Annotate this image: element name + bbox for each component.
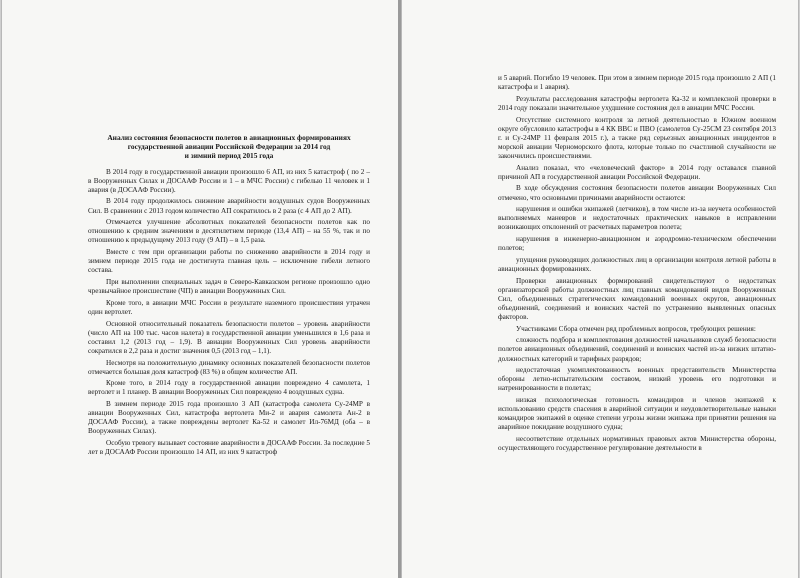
paragraph: низкая психологическая готовность командиров и членов экипажей к использованию средств спасения в аварийной ситуации и неудовлетворительные навыки командиров экипажей в оценке степени угрозы жизни экипажа при принятии решения на аварийное покидание воздушного судна;: [498, 396, 776, 432]
paragraph: Кроме того, в авиации МЧС России в результате наземного происшествия утрачен один вертолет.: [88, 298, 370, 316]
paragraph: недостаточная укомплектованность военных представительств Министерства обороны летно-испытательским составом, низкий уровень его подготовки и натренированности в полетах;: [498, 366, 776, 393]
right-text-column: [498, 74, 776, 456]
paragraph: Результаты расследования катастрофы вертолета Ка-32 и комплексной проверки в 2014 году показали значительное ухудшение состояния дел в авиации МЧС России.: [498, 94, 776, 112]
paragraph: упущения руководящих должностных лиц в организации контроля летной работы в авиационных формированиях.: [498, 255, 776, 273]
paragraph: Кроме того, в 2014 году в государственной авиации повреждено 4 самолета, 1 вертолет и 1 планер. В авиации Вооруженных Сил повреждено 4 воздушных судна.: [88, 379, 370, 397]
paragraph: Проверки авиационных формирований свидетельствуют о недостатках организаторской работы должностных лиц главных командований видов Вооруженных Сил, объединенных стратегических командований военных округов, авиационных объединений, соединений и воинских частей по устранению выявленных опасных факторов.: [498, 276, 776, 321]
paragraph: Вместе с тем при организации работы по снижению аварийности в 2014 году и зимнем периоде 2015 года не достигнута главная цель – исключение гибели летного состава.: [88, 248, 370, 275]
paragraph: и 5 аварий. Погибло 19 человек. При этом в зимнем периоде 2015 года произошло 2 АП (1 катастрофа и 1 авария).: [498, 74, 776, 92]
paragraph: Отмечается улучшение абсолютных показателей безопасности полетов как по отношению к средним значениям в десятилетнем периоде (13,4 АП) – на 55 %, так и по отношению к предыдущему 2013 году (9 АП) – в 1,5 раза.: [88, 218, 370, 245]
paragraph: Несмотря на положительную динамику основных показателей безопасности полетов отмечается большая доля катастроф (83 %) в общем количестве АП.: [88, 358, 370, 376]
paragraph: Участниками Сбора отмечен ряд проблемных вопросов, требующих решения:: [516, 324, 756, 333]
paragraph: Основной относительный показатель безопасности полетов – уровень аварийности (число АП на 100 тыс. часов налета) в государственной авиации уменьшился в 1,6 раза и составил 1,2 (2013 год – 1,9). В авиации Вооруженных Сил уровень аварийности сократился в 2,2 раза и достиг значения 0,5 (2013 год – 1,1).: [88, 319, 370, 355]
paragraph: сложность подбора и комплектования должностей начальников служб безопасности полетов авиационных объединений, соединений и воинских частей из-за низких штатно-должностных категорий и тарифных разрядов;: [498, 336, 776, 363]
paragraph: нарушения в инженерно-авиационном и аэродромно-техническом обеспечении полетов;: [498, 235, 776, 253]
document-title: [88, 133, 370, 161]
paragraph: нарушения и ошибки экипажей (летчиков), в том числе из-за неучета особенностей выполняемых маневров и недостаточных практических навыков в исправлении возникающих отклонений от расчетных параметров полета;: [498, 205, 776, 232]
paragraph: несоответствие отдельных нормативных правовых актов Министерства обороны, осуществляющего государственное регулирование деятельности в: [498, 435, 776, 453]
right-page: [402, 0, 798, 578]
paragraph: В 2014 году продолжилось снижение аварийности воздушных судов Вооруженных Сил. В сравнении с 2013 годом количество АП сократилось в 2 раза (с 4 АП до 2 АП).: [88, 197, 370, 215]
left-page: [2, 0, 398, 578]
paragraph: В зимнем периоде 2015 года произошло 3 АП (катастрофа самолета Су-24МР в авиации Вооруженных Сил, катастрофа вертолета Ми-2 и авария самолета Ан-2 в ДОСААФ России), а также повреждены вертолет Ка-52 и самолет Ил-76МД (оба – в Вооруженных Силах).: [88, 400, 370, 436]
title-line: государственной авиации Российской Федерации за 2014 год: [127, 142, 331, 152]
title-line: и зимний период 2015 года: [184, 151, 274, 161]
paragraph: Анализ показал, что «человеческий фактор» в 2014 году оставался главной причиной АП в государственной авиации Российской Федерации.: [498, 163, 776, 181]
paragraph: Отсутствие системного контроля за летной деятельностью в Южном военном округе обусловило катастрофы в 4 КК ВВС и ПВО (самолетов Су-25СМ 23 сентября 2013 г. и Су-24МР 11 февраля 2015 г.), а также ряд серьезных авиационных инцидентов в морской авиации Черноморского флота, которые только по счастливой случайности не закончились происшествиями.: [498, 115, 776, 160]
paragraph: В 2014 году в государственной авиации произошло 6 АП, из них 5 катастроф ( по 2 – в Вооруженных Силах и ДОСААФ России и 1 – в МЧС России) с гибелью 11 человек и 1 авария (в ДОСААФ России).: [88, 167, 370, 194]
paragraph: При выполнении специальных задач в Северо-Кавказском регионе произошло одно чрезвычайное происшествие (ЧП) в авиации Вооруженных Сил.: [88, 278, 370, 296]
left-text-column: [88, 133, 370, 460]
title-line: Анализ состояния безопасности полетов в авиационных формированиях: [107, 133, 351, 142]
paragraph: Особую тревогу вызывает состояние аварийности в ДОСААФ России. За последние 5 лет в ДОСААФ России произошло 14 АП, из них 9 катастроф: [88, 439, 370, 457]
paragraph: В ходе обсуждения состояния безопасности полетов авиации Вооруженных Сил отмечено, что основными причинами аварийности остаются:: [498, 184, 776, 202]
